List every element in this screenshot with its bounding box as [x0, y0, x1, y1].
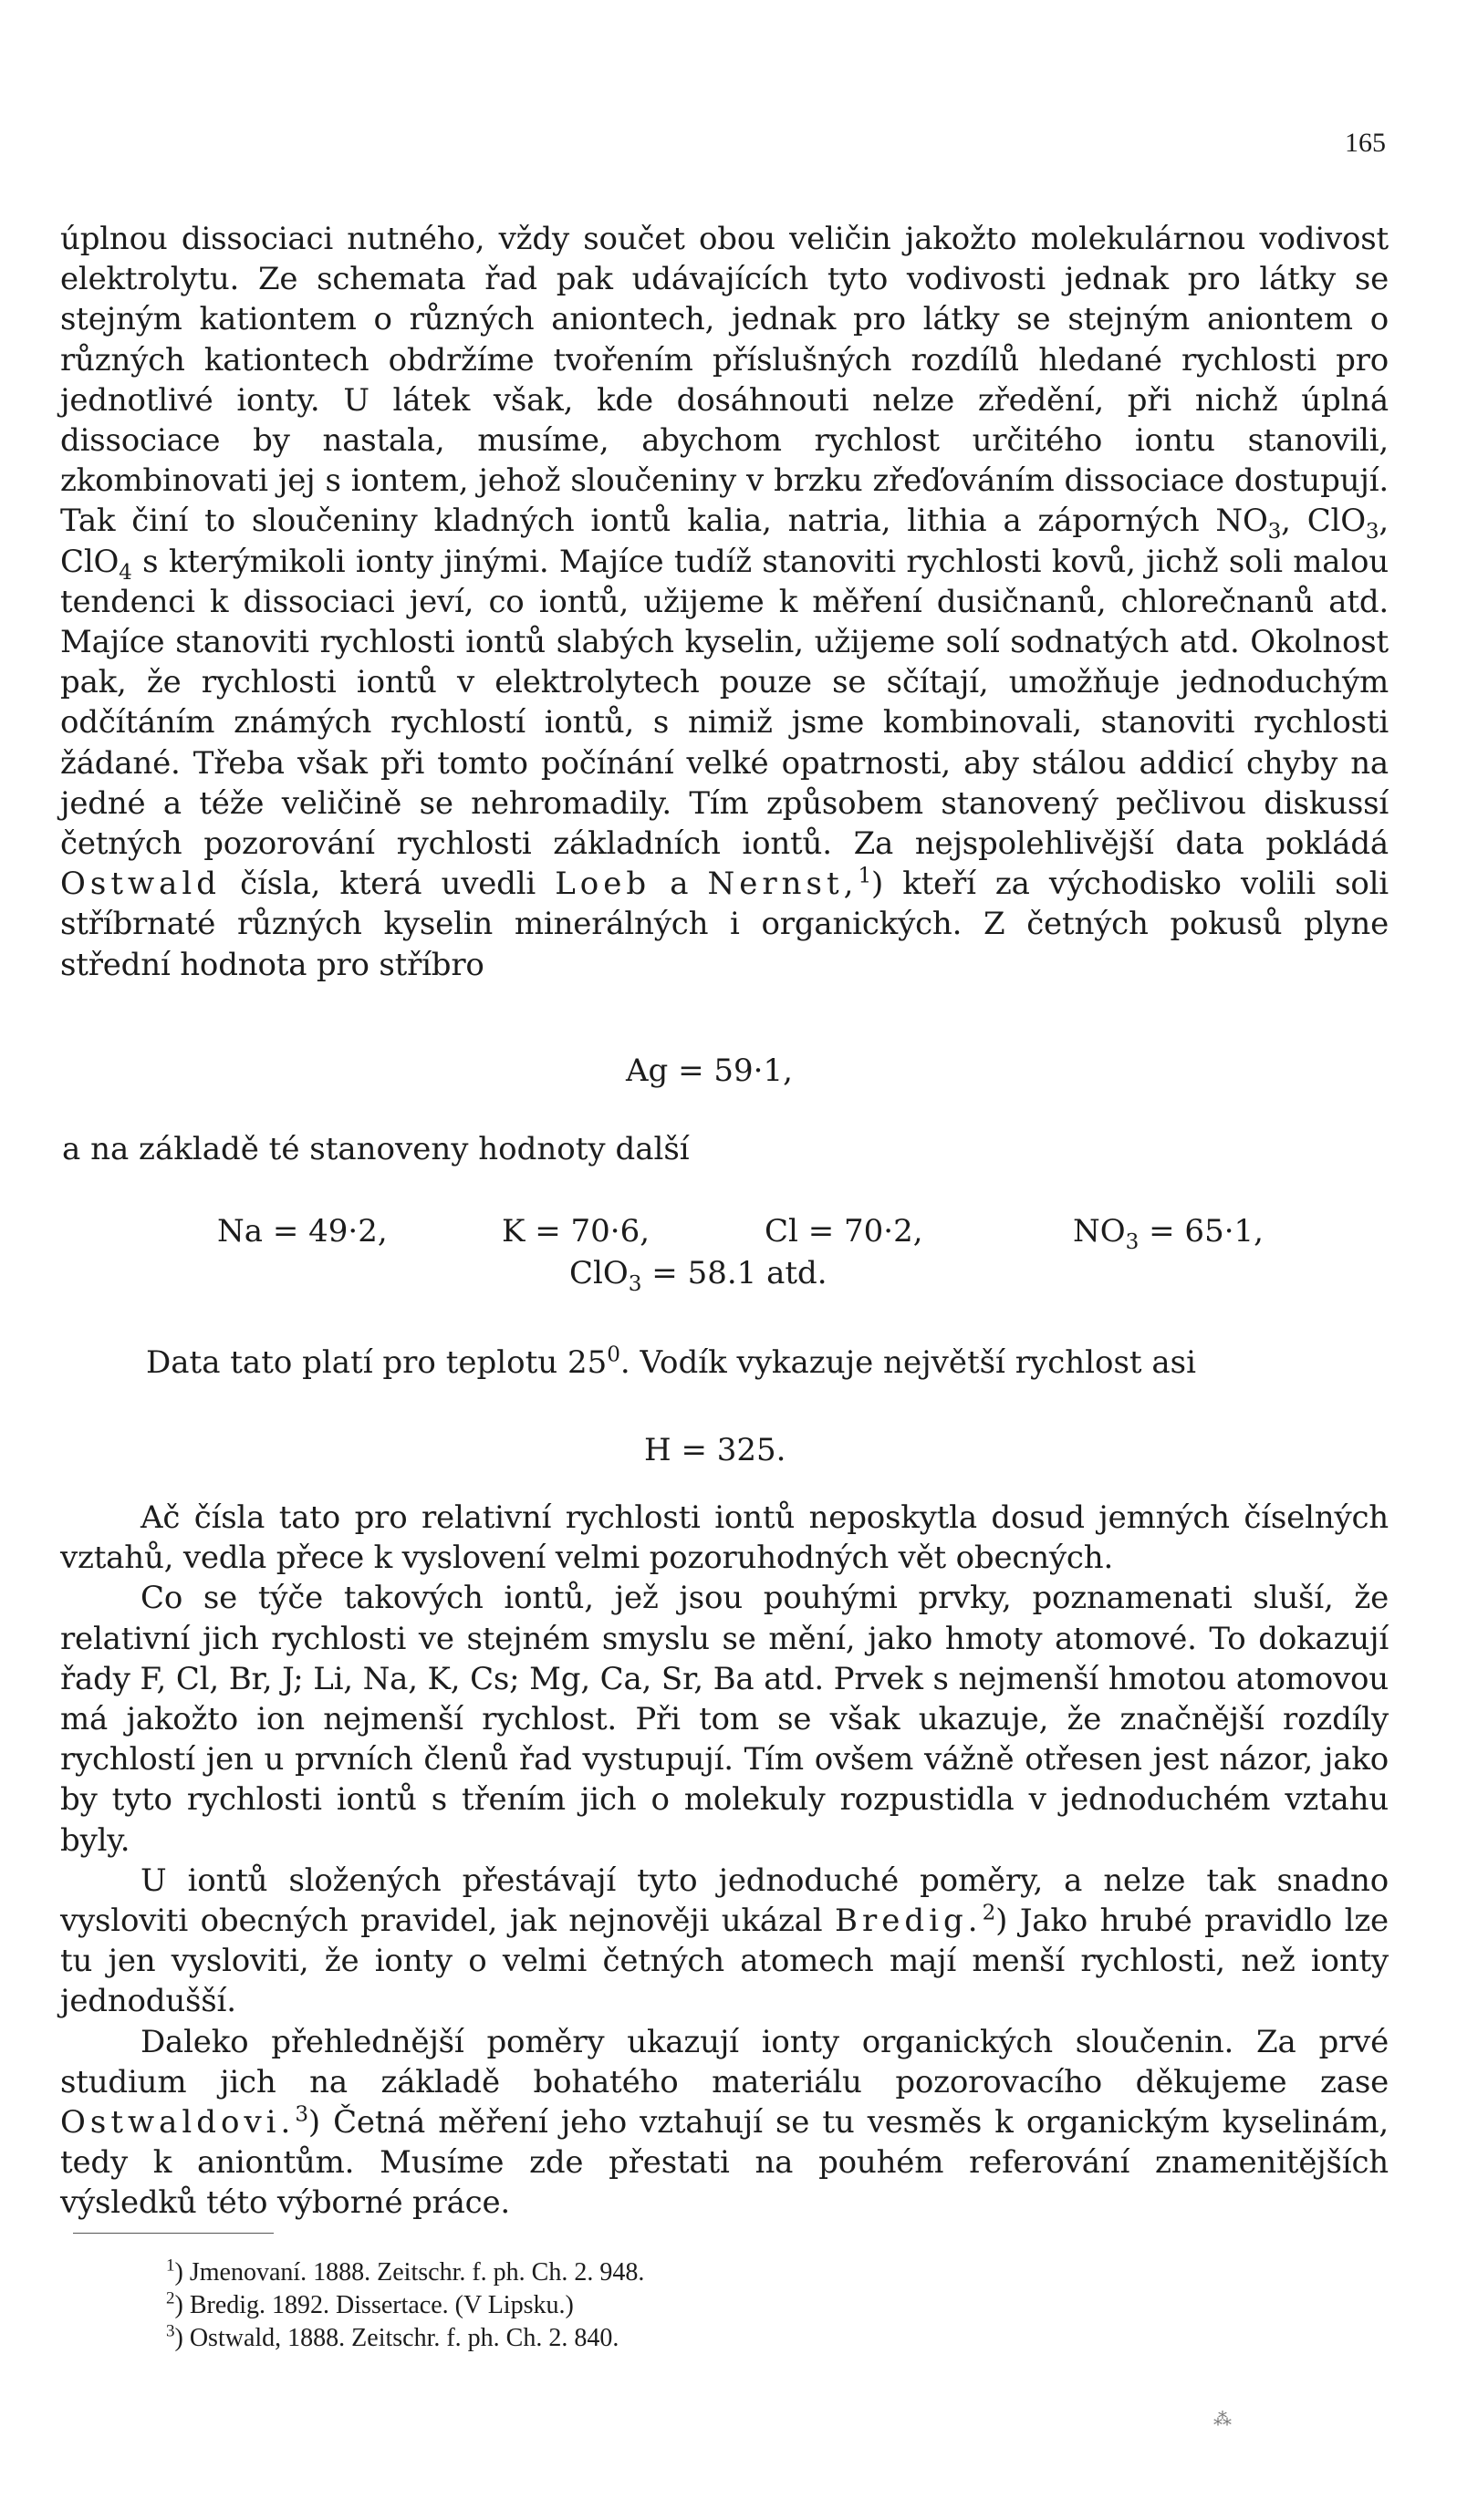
paragraph-1-text-a: úplnou dissociaci nutného, vždy součet obou veličin jakožto molekulárnou vodivost elektrolytu. Ze schemata řad pak udávajících tyto vodivosti jednak pro látky se stejným kationtem o různých aniontech, jednak pro látky se stejným aniontem o různých kationtech obdržíme tvořením příslušných rozdílů hledané rychlosti pro jednotlivé ionty. U látek však, kde dosáhnouti nelze zředění, při nichž úplná dissociace by nastala, musíme, abychom rychlost určitého iontu stanovili, zkombinovati jej s iontem, jehož sloučeniny v brzku zřeďováním dissociace dostupují. Tak činí to sloučeniny kladných iontů kalia, natria, lithia a záporných NO: [60, 221, 1389, 540]
footnote-1-mark: 1: [166, 2256, 175, 2276]
paragraph-1-text-d: s kterýmikoli ionty jinými. Majíce tudíž stanoviti rychlosti kovů, jichž soli malou tendenci k dissociaci jeví, co iontů, užijeme k měření dusičnanů, chlorečnanů atd. Majíce stanoviti rychlosti iontů slabých kyselin, užijeme solí sodnatých atd. Okolnost pak, že rychlosti iontů v elektrolytech pouze se sčítají, umožňuje jednoduchým odčítáním známých rychlostí iontů, s nimiž jsme kombinovali, stanoviti rychlosti žádané. Třeba však při tomto počínání velké opatrnosti, aby stálou addicí chyby na jedné a téže veličině se nehromadily. Tím způsobem stanovený pečlivou diskussí četných pozorování rychlosti základních iontů. Za nejspolehlivější data pokládá: [60, 543, 1389, 863]
nitrate-value: = 65·1,: [1139, 1213, 1264, 1250]
subscript: 3: [1125, 1229, 1140, 1254]
author-name-nernst: Nernst,: [707, 866, 859, 903]
chlorate-value: = 58.1 atd.: [641, 1255, 827, 1291]
paragraph-4-text-a: U iontů složených přestávají tyto jednoduché poměry, a nelze tak snadno vysloviti obecných pravidel, jak nejnověji ukázal: [60, 1861, 1389, 1940]
footnote-3-mark: 3: [166, 2321, 175, 2341]
paragraph-1-text-e: čísla, která uvedli: [221, 866, 556, 903]
author-name-ostwaldovi: Ostwaldovi.: [60, 2104, 296, 2141]
footnote-mark-3: 3: [295, 2102, 308, 2127]
chlorate-symbol: ClO: [569, 1255, 629, 1291]
footnote-1-text: ) Jmenovaní. 1888. Zeitschr. f. ph. Ch. 2. 948.: [174, 2258, 645, 2287]
body-text-top: [60, 219, 1389, 985]
subscript: 3: [1267, 520, 1282, 544]
footnote-3-text: ) Ostwald, 1888. Zeitschr. f. ph. Ch. 2. 840.: [174, 2324, 619, 2352]
paragraph-5: [60, 2022, 1389, 2224]
formula-hydrogen: H = 325.: [644, 1432, 786, 1468]
footnote-mark-1: 1: [858, 864, 871, 888]
paragraph-1-text-f: ) kteří za východisko volili soli stříbrnaté různých kyselin minerálných i organických. Z četných pokusů plyne střední hodnota pro stříbro: [60, 866, 1389, 983]
text-line-temperature: [146, 1344, 1196, 1381]
subscript: 3: [628, 1271, 642, 1296]
subscript: 3: [1365, 520, 1379, 544]
footnote-1: [166, 2256, 644, 2289]
paragraph-2: Ač čísla tato pro relativní rychlosti iontů neposkytla dosud jemných číselných vztahů, vedla přece k vyslovení velmi pozoruhodných vět obecných.: [60, 1499, 1389, 1577]
body-text-bottom: [60, 1498, 1389, 2224]
nitrate-symbol: NO: [1073, 1213, 1126, 1250]
footnotes: [166, 2256, 644, 2355]
page-number: 165: [1345, 128, 1386, 158]
formula-silver: Ag = 59·1,: [626, 1053, 793, 1089]
author-name-ostwald: Ostwald: [60, 866, 221, 903]
ornament-mark: ⁂: [1213, 2408, 1232, 2430]
paragraph-5-text-a: Daleko přehlednější poměry ukazují ionty organických sloučenin. Za prvé studium jich na základě bohatého materiálu pozorovacího děkujeme zase: [60, 2023, 1389, 2100]
formula-potassium: K = 70·6,: [502, 1213, 650, 1250]
degree-mark: 0: [607, 1343, 620, 1367]
temperature-text: Data tato platí pro teplotu 25: [146, 1344, 608, 1381]
footnote-divider: [73, 2233, 274, 2234]
paragraph-1-and: a: [650, 866, 708, 903]
subscript: 4: [119, 560, 132, 585]
paragraph-1-text-b: , ClO: [1281, 503, 1366, 540]
formula-chlorine: Cl = 70·2,: [765, 1213, 923, 1250]
footnote-3: [166, 2322, 644, 2355]
author-name-loeb: Loeb: [555, 866, 651, 903]
footnote-mark-2: 2: [982, 1901, 996, 1925]
temperature-rest: . Vodík vykazuje největší rychlost asi: [619, 1344, 1196, 1381]
paragraph-3: Co se týče takových iontů, jež jsou pouhými prvky, poznamenati sluší, že relativní jich rychlosti ve stejném smyslu se mění, jako hmoty atomové. To dokazují řady F, Cl, Br, J; Li, Na, K, Cs; Mg, Ca, Sr, Ba atd. Prvek s nejmenší hmotou atomovou má jakožto ion nejmenší rychlost. Při tom se však ukazuje, že značnější rozdíly rychlostí jen u prvních členů řad vystupují. Tím ovšem vážně otřesen jest názor, jako by tyto rychlosti iontů s třením jich o molekuly rozpustidla v jednoduchém vztahu byly.: [60, 1580, 1389, 1859]
text-line-basis: a na základě té stanoveny hodnoty další: [62, 1131, 690, 1167]
footnote-2: [166, 2289, 644, 2322]
formula-sodium: Na = 49·2,: [217, 1213, 388, 1250]
footnote-2-mark: 2: [166, 2288, 175, 2308]
paragraph-1: [60, 219, 1389, 985]
paragraph-1-text-c: , ClO: [60, 503, 1389, 580]
footnote-2-text: ) Bredig. 1892. Dissertace. (V Lipsku.): [174, 2291, 574, 2319]
paragraph-4: [60, 1861, 1389, 2022]
formula-nitrate: [1073, 1213, 1264, 1254]
formula-chlorate: [569, 1255, 827, 1296]
paragraph-5-text-b: ) Četná měření jeho vztahují se tu vesměs k organickým kyselinám, tedy k aniontům. Musíme zde přestati na pouhém referování znamenitějších výsledků této výborné práce.: [60, 2104, 1389, 2222]
paragraph-4-text-b: ) Jako hrubé pravidlo lze tu jen vysloviti, že ionty o velmi četných atomech mají menší rychlosti, než ionty jednodušší.: [60, 1903, 1389, 2020]
author-name-bredig: Bredig.: [835, 1903, 983, 1940]
